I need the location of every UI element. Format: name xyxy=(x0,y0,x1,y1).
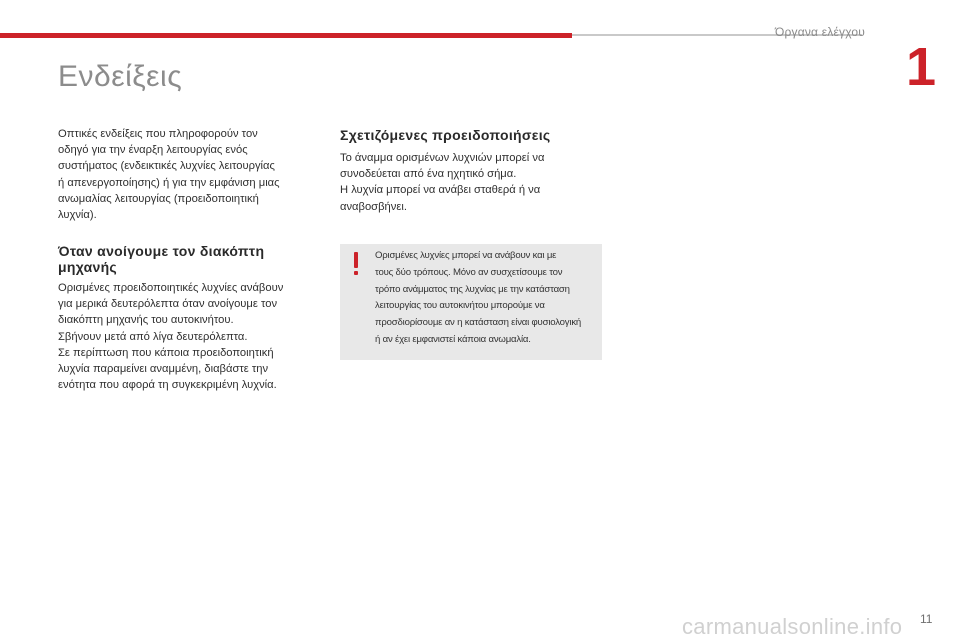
ignition-heading: Όταν ανοίγουμε τον διακόπτη μηχανής xyxy=(58,243,265,275)
watermark: carmanualsonline.info xyxy=(682,614,903,639)
ignition-paragraph: Ορισμένες προειδοποιητικές λυχνίες ανάβουν για μερικά δευτερόλεπτα όταν ανοίγουμε τον διακόπτη μηχανής του αυτοκινήτου. Σβήνουν μετά από λίγα δευτερόλεπτα. Σε περίπτωση που κάποια προειδοποιητική λυχνία παραμείνει αναμμένη, διαβάστε την ενότητα που αφορά τη συγκεκριμένη λυχνία. xyxy=(58,282,284,392)
related-warnings-paragraph: Το άναμμα ορισμένων λυχνιών μπορεί να συνοδεύεται από ένα ηχητικό σήμα. Η λυχνία μπορεί να ανάβει σταθερά ή να αναβοσβήνει. xyxy=(340,152,545,213)
warning-text: Ορισμένες λυχνίες μπορεί να ανάβουν και με τους δύο τρόπους. Μόνο αν συσχετίσουμε τον τρόπο ανάμματος της λυχνίας με την κατάσταση λειτουργίας του αυτοκινήτου μπορούμε να προσδιορίσουμε αν η κατάσταση είναι φυσιολογική ή αν έχει εμφανιστεί κάποια ανωμαλία. xyxy=(375,250,582,345)
intro-paragraph: Οπτικές ενδείξεις που πληροφορούν τον οδηγό για την έναρξη λειτουργίας ενός συστήματος (ενδεικτικές λυχνίες λειτουργίας ή απενεργοποίησης) ή για την εμφάνιση μιας ανωμαλίας λειτουργίας (προειδοποιητική λυχνία). xyxy=(58,128,280,222)
chapter-number: 1 xyxy=(906,37,937,97)
header-accent-rule xyxy=(0,33,572,38)
exclamation-icon xyxy=(353,252,359,276)
section-title: Όργανα ελέγχου xyxy=(775,25,866,39)
page-number: 11 xyxy=(920,612,933,626)
page-title: Ενδείξεις xyxy=(58,60,183,93)
related-warnings-heading: Σχετιζόμενες προειδοποιήσεις xyxy=(340,127,551,143)
